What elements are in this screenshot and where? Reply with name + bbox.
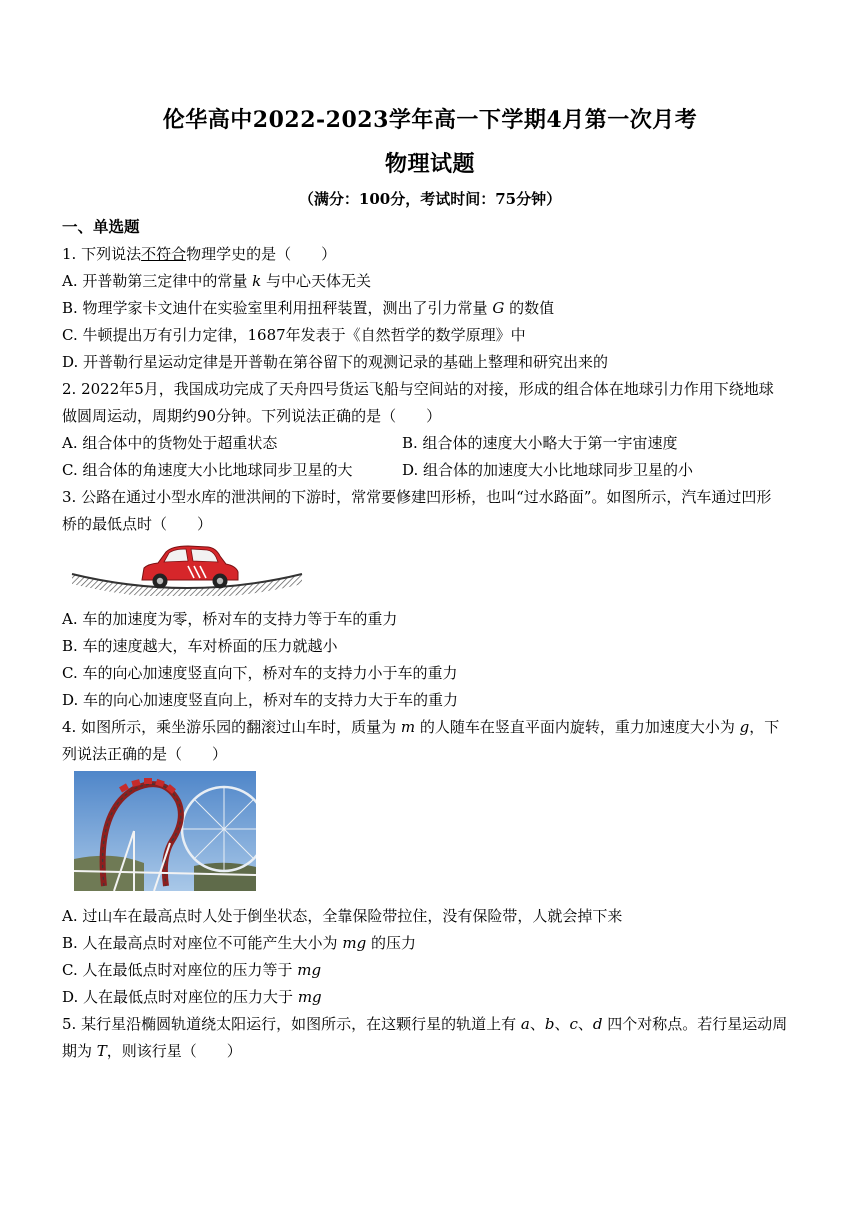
q5-stem-line2: 期为 T，则该行星（ ） bbox=[62, 1042, 242, 1060]
q5-stem-line1: 5. 某行星沿椭圆轨道绕太阳运行，如图所示，在这颗行星的轨道上有 a、b、c、d 四个对称点。若行星运动周 bbox=[62, 1015, 788, 1033]
q4-option-a: A. 过山车在最高点时人处于倒坐状态，全靠保险带拉住，没有保险带，人就会掉下来 bbox=[62, 907, 623, 925]
q1-option-d: D. 开普勒行星运动定律是开普勒在第谷留下的观测记录的基础上整理和研究出来的 bbox=[62, 353, 609, 371]
q1-underlined-text: 不符合 bbox=[141, 245, 187, 263]
q1-option-c: C. 牛顿提出万有引力定律，1687年发表于《自然哲学的数学原理》中 bbox=[62, 326, 526, 344]
q4-option-d: D. 人在最低点时对座位的压力大于 mg bbox=[62, 988, 322, 1006]
q2-option-c: C. 组合体的角速度大小比地球同步卫星的大 bbox=[62, 461, 353, 479]
q4-option-b: B. 人在最高点时对座位不可能产生大小为 mg 的压力 bbox=[62, 934, 416, 952]
q1-stem: 1. 下列说法不符合物理学史的是（ ） bbox=[62, 245, 337, 263]
q4-stem-line1: 4. 如图所示，乘坐游乐园的翻滚过山车时，质量为 m 的人随车在竖直平面内旋转，重力加速度大小为 g，下 bbox=[62, 718, 780, 736]
q3-option-d: D. 车的向心加速度竖直向上，桥对车的支持力大于车的重力 bbox=[62, 691, 459, 709]
q2-option-a: A. 组合体中的货物处于超重状态 bbox=[62, 434, 278, 452]
q4-stem-line2: 列说法正确的是（ ） bbox=[62, 745, 228, 763]
q1-option-b: B. 物理学家卡文迪什在实验室里利用扭秤装置，测出了引力常量 G 的数值 bbox=[62, 299, 555, 317]
concave-bridge-car-figure bbox=[70, 540, 304, 596]
section-title: 一、单选题 bbox=[62, 217, 140, 236]
q3-stem-line2: 桥的最低点时（ ） bbox=[62, 515, 213, 533]
q2-stem-line2: 做圆周运动，周期约90分钟。下列说法正确的是（ ） bbox=[62, 407, 442, 425]
car-icon bbox=[142, 546, 238, 589]
q3-option-b: B. 车的速度越大，车对桥面的压力就越小 bbox=[62, 637, 338, 655]
exam-title: 伦华高中2022-2023学年高一下学期4月第一次月考 bbox=[162, 107, 698, 133]
q2-option-d: D. 组合体的加速度大小比地球同步卫星的小 bbox=[402, 461, 694, 479]
q4-option-c: C. 人在最低点时对座位的压力等于 mg bbox=[62, 961, 322, 979]
exam-meta: （满分：100分，考试时间：75分钟） bbox=[298, 190, 562, 208]
q1-option-a: A. 开普勒第三定律中的常量 k 与中心天体无关 bbox=[62, 272, 372, 290]
exam-subtitle: 物理试题 bbox=[384, 151, 475, 177]
q3-option-c: C. 车的向心加速度竖直向下，桥对车的支持力小于车的重力 bbox=[62, 664, 458, 682]
roller-coaster-photo bbox=[74, 771, 256, 891]
q3-option-a: A. 车的加速度为零，桥对车的支持力等于车的重力 bbox=[62, 610, 398, 628]
q2-stem-line1: 2. 2022年5月，我国成功完成了天舟四号货运飞船与空间站的对接，形成的组合体在地球引力作用下绕地球 bbox=[62, 380, 774, 398]
q2-option-b: B. 组合体的速度大小略大于第一宇宙速度 bbox=[402, 434, 678, 452]
q3-stem-line1: 3. 公路在通过小型水库的泄洪闸的下游时，常常要修建凹形桥，也叫“过水路面”。如图所示，汽车通过凹形 bbox=[62, 488, 772, 506]
